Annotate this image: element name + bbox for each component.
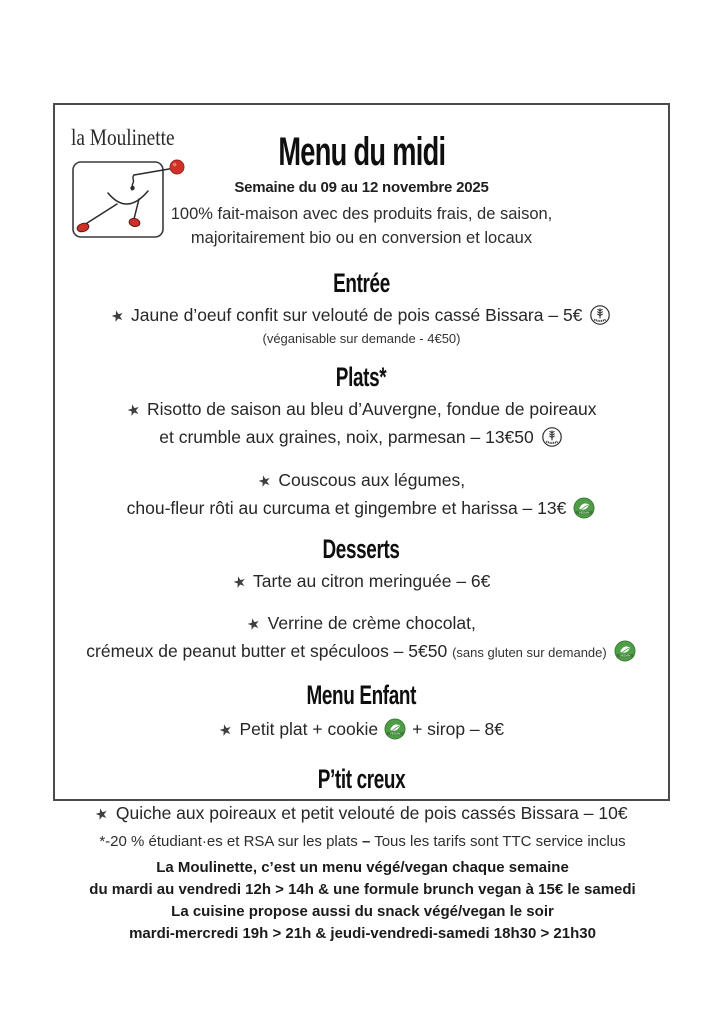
menu-item-text: Petit plat + cookie	[239, 719, 379, 739]
menu-item-verrine	[55, 610, 668, 666]
menu-item-text: Couscous aux légumes,	[278, 470, 466, 490]
section-heading-entree: Entrée	[333, 268, 390, 298]
star-bullet-icon: ★	[255, 471, 274, 492]
menu-item-text: chou-fleur rôti au curcuma et gingembre et harissa – 13€	[126, 498, 567, 518]
menu-item-text: Verrine de crème chocolat,	[267, 613, 476, 633]
menu-item-text: Jaune d’oeuf confit sur velouté de pois cassé Bissara – 5€	[131, 305, 583, 325]
menu-tagline	[55, 202, 668, 250]
restaurant-name: la Moulinette	[71, 125, 175, 150]
menu-page-frame	[53, 103, 670, 825]
footer-dash: –	[361, 833, 371, 850]
star-bullet-icon: ★	[230, 572, 249, 593]
menu-item-line	[55, 638, 668, 666]
vegan-icon	[383, 717, 407, 741]
menu-item-line	[55, 610, 668, 638]
menu-item-note: (véganisable sur demande - 4€50)	[262, 331, 461, 346]
menu-item-text: + sirop – 8€	[412, 719, 504, 739]
footer-info-line-4: mardi-mercredi 19h > 21h & jeudi-vendredi-samedi 18h30 > 21h30	[129, 925, 596, 942]
menu-item-enfant	[55, 716, 668, 744]
menu-item-text: Risotto de saison au bleu d’Auvergne, fondue de poireaux	[146, 399, 597, 419]
section-heading-plats: Plats*	[336, 362, 387, 392]
footer-info-line-2: du mardi au vendredi 12h > 14h & une formule brunch vegan à 15€ le samedi	[89, 881, 636, 898]
tagline-line-1: 100% fait-maison avec des produits frais, de saison,	[170, 205, 553, 223]
menu-item-text: et crumble aux graines, noix, parmesan – 13€50	[159, 427, 534, 447]
menu-item-quiche	[55, 800, 668, 828]
footer-info-line-1: La Moulinette, c’est un menu végé/vegan chaque semaine	[156, 859, 569, 876]
star-bullet-icon: ★	[124, 400, 142, 421]
gluten-icon	[588, 303, 612, 327]
menu-week-subtitle: Semaine du 09 au 12 novembre 2025	[234, 179, 489, 196]
footer-pricing-note: *-20 % étudiant·es et RSA sur les plats – Tous les tarifs sont TTC service inclus	[99, 833, 626, 850]
section-heading-menu-enfant: Menu Enfant	[306, 680, 417, 710]
menu-item-text: crémeux de peanut butter et spéculoos – 5€50	[86, 641, 448, 661]
gluten-icon	[540, 425, 564, 449]
section-heading-desserts: Desserts	[322, 534, 401, 564]
star-bullet-icon: ★	[108, 306, 127, 327]
menu-item-text: Tarte au citron meringuée – 6€	[253, 571, 491, 591]
svg-text:VEGAN: VEGAN	[389, 731, 401, 736]
menu-item-inline-note: (sans gluten sur demande)	[452, 645, 607, 660]
star-bullet-icon: ★	[217, 720, 235, 741]
menu-item-couscous	[55, 467, 668, 522]
svg-text:VEGAN: VEGAN	[579, 510, 590, 515]
page-title: Menu du midi	[277, 130, 446, 174]
footer-info	[0, 857, 725, 945]
vegan-icon	[613, 639, 637, 663]
menu-item-tarte	[55, 568, 668, 596]
footer-info-line-3: La cuisine propose aussi du snack végé/vegan le soir	[171, 903, 554, 920]
menu-footer	[0, 833, 725, 945]
vegan-icon	[572, 496, 596, 520]
menu-item-line	[55, 495, 668, 522]
menu-item-risotto	[55, 396, 668, 451]
star-bullet-icon: ★	[93, 804, 111, 825]
tagline-line-2: majoritairement bio ou en conversion et locaux	[190, 229, 533, 247]
menu-item-line	[55, 424, 668, 451]
star-bullet-icon: ★	[245, 614, 263, 635]
menu-item-text: Quiche aux poireaux et petit velouté de pois cassés Bissara – 10€	[115, 803, 628, 823]
menu-item-entree	[55, 302, 668, 330]
menu-item-line	[55, 396, 668, 424]
svg-text:VEGAN: VEGAN	[619, 653, 630, 658]
menu-content	[55, 105, 668, 828]
section-heading-ptit-creux: P’tit creux	[317, 764, 406, 794]
menu-item-line	[55, 467, 668, 495]
